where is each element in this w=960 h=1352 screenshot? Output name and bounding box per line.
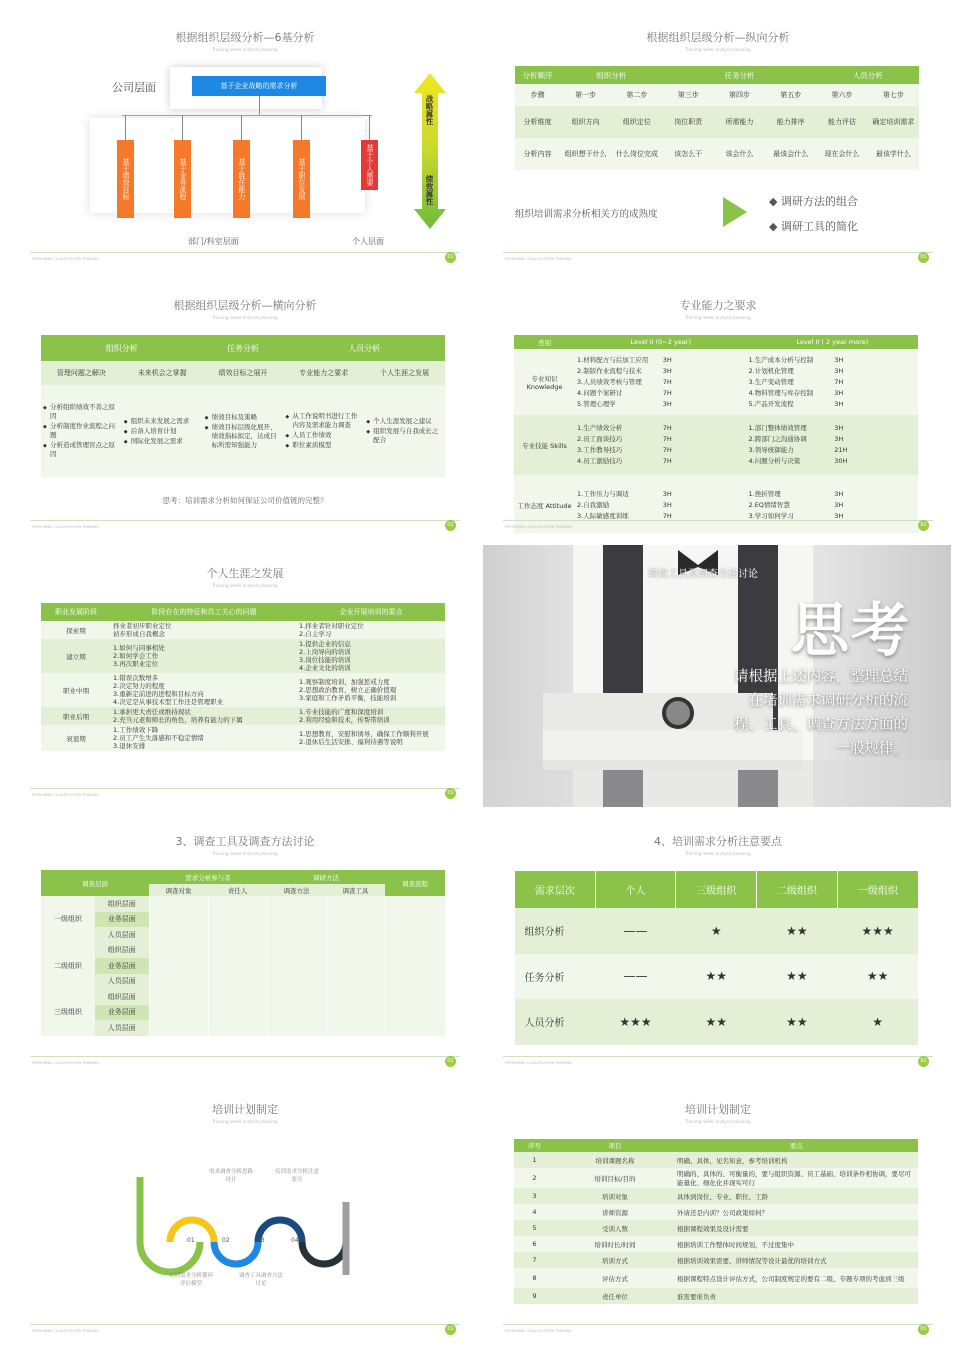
- table-row: 专业知识 Knowledge 1.材料配方与后加工应用 2.制版作业流程与技术 3.人员绩效考核与管理 4.问题个案研讨 5.管理心理学 3H 3H 7H 7H 3H 1.生产成本分析与控制 2.计划机化管理 3.生产变动管理 4.物料管理与库存控制 5.产品开发流程 3H 3H 7H 3H 3H: [514, 349, 918, 415]
- slide-title: 根据组织层级分析—6基分析: [175, 31, 315, 44]
- table-row: 2 培训目标/目的 明确的、具体的、可衡量的，要与组织资源、员工基础、培训条件相协调，要尽可能量化、细化化并现实可行: [514, 1168, 918, 1188]
- table-row: 三级组织 组织层面: [41, 989, 445, 1005]
- bullet-item: ◆ 个人生涯发展之建议: [366, 417, 443, 426]
- bullet-item: ◆ 分析造成管理盲点之原因: [43, 441, 120, 459]
- slide-5: 个人生涯之发展 Training needs analysis planning 职业发展阶段 阶段存在的特征和员工关心的问题 企业开展培训的要点 探索期 择业者初步职业定位 初步形成自我概念 1.择业者针对职业定位 2.自主学习 建立期 1.如何与同事相处 2.如何学会工作 3.再次职业定位 1.提供企业的信息 2.上岗导向的培训 3.岗位技能的培训 4.企业文化的培训 职业中期 1.错误次数增多 2.决定努力的程度 3.重新定前进的进程和目标方向 4.决定是从事技术型工作还是管理职业 1.观察制度培训，加强惩戒力度 2.思想政治教育，树立正确价值观 3.家庭和工作矛盾平衡，技能培训 职业后期 1.承担更大责任或维持现状 2.充当元老和师长的角色，培养有能力的下属 1.专业技能的广度和深度培训 2.利用经验和技术，传帮带培训 衰退期 1.工作绩效下降 2.员工产生失落感和不稳定情绪 3.退休安排 1.思想教育，安慰和诱导，确保工作顺利开展 2.退休后生活安排、福利待遇等说明 PERSONNEL QUALIFICATION TRAINING 01: [30, 551, 460, 801]
- think-text: 请根据上述内容，整理总结在培训需求调研分析的流程、工具、调查方法方面的一般规律。: [734, 669, 908, 757]
- slide-subtitle: Training needs analysis planning: [212, 583, 278, 588]
- bullet-item: ◆ 组织发展与自我成长之配合: [366, 427, 443, 445]
- table-row: 8 评估方式 根据课程特点设计评估方式，公司制度规定的要有二级、专题专项的考虑到三级: [514, 1268, 918, 1288]
- slide-8: 4、培训需求分析注意要点 Training needs analysis planning 需求层次 个人 三级组织 二级组织 一级组织 组织分析 —— ★ ★★ ★★★ 任务分析 —— ★★ ★★ ★★ 人员分析 ★★★ ★★ ★★ ★ PERSONNEL QUALIFICATION TRAINING 01: [503, 819, 933, 1069]
- slide-7: 3、调查工具及调查方法讨论 Training needs analysis planning 调查层面 需求分析参与者 调研方法 调查流程 调查对象 责任人 调查方法 调查工具 一级组织 组织层面 业务层面 人员层面 二级组织 组织层面 业务层面 人员层面 三级组织 组织层面 业务层面 人员层面 PERSONNEL QUALIFICATION TRAINING 01: [30, 819, 460, 1069]
- table-row: 分析维度 组织方向 组织定位 岗位职责 所需能力 能力排序 能力评估 确定培训需求: [515, 106, 919, 138]
- slide-title: 根据组织层级分析—纵向分析: [646, 31, 790, 44]
- bullet-item: ◆ 分析制度作业流程之问题: [43, 422, 120, 440]
- slide-subtitle: Training needs analysis planning: [212, 1119, 278, 1124]
- bullet-item: ◆ 后备人培育计划: [124, 427, 201, 436]
- slide-subtitle: Training needs analysis planning: [212, 47, 278, 52]
- point-1: ◆ 调研方法的组合: [769, 195, 858, 208]
- slide-title: 调查工具及调查方法讨论: [648, 569, 758, 580]
- table-row: 工作态度 Attitude 1.工作压力与调适 2.自我激励 3.人际敏感度训练 3H 3H 7H 1.挫折管理 2.EQ情绪智慧 3.学习如何学习 3H 3H 3H: [514, 475, 918, 533]
- table-row: 3 培训对象 具体到岗位、专业、职位、工龄: [514, 1188, 918, 1204]
- slide-2: 根据组织层级分析—纵向分析 Training needs analysis planning 分析顺序 组织分析 任务分析 人员分析 步骤 第一步 第二步 第三步 第四步 第五步 第六步 第七步 分析维度 组织方向 组织定位 岗位职责 所需能力 能力排序 能力评估 确定培训需求 分析内容 组织想干什么 什么岗位完成 该怎么干 该会什么 最该会什么 现在会什么 最该学什么 组织培训需求分析相关方的成熟度 ◆ 调研方法的组合 ◆ 调研工具的简化 PERSONNEL QUALIFICATION TRAINING 01: [503, 15, 933, 265]
- think-big: 思考: [791, 596, 912, 664]
- dept-level-label: 部门/科室层面: [188, 237, 239, 246]
- table-row: 组织分析 —— ★ ★★ ★★★: [515, 908, 919, 954]
- table-row: 业务层面: [41, 912, 445, 928]
- slide-title: 4、培训需求分析注意要点: [654, 835, 782, 848]
- table-row: 专业技能 Skills 1.生产绩效分析 2.员工面谈技巧 3.工作教导技巧 4.员工激励技巧 7H 7H 7H 7H 1.部门整体绩效管理 2.跨部门之沟通协调 3.领导统御能力 4.问题分析与决策 3H 3H 21H 30H: [514, 415, 918, 475]
- level-box-1: 基于业务流程: [174, 140, 191, 218]
- level-box-2: 基于胜任能力: [233, 140, 250, 218]
- table-row: 步骤 第一步 第二步 第三步 第四步 第五步 第六步 第七步: [515, 84, 919, 106]
- slide-title: 培训计划制定: [212, 1103, 278, 1116]
- bullet-item: ◆ 组织未来发展之需求: [124, 417, 201, 426]
- bullet-item: ◆ 国际化发展之需求: [124, 437, 201, 446]
- slide-4: 专业能力之要求 Training needs analysis planning 类别 Level II (0~2 year) Level II ( 2 year more) 专业知识 Knowledge 1.材料配方与后加工应用 2.制版作业流程与技术 3.人员绩效考核与管理 4.问题个案研讨 5.管理心理学 3H 3H 7H 7H 3H 1.生产成本分析与控制 2.计划机化管理 3.生产变动管理 4.物料管理与库存控制 5.产品开发流程 3H 3H 7H 3H 3H 专业技能 Skills 1.生产绩效分析 2.员工面谈技巧 3.工作教导技巧 4.员工激励技巧 7H 7H 7H 7H 1.部门整体绩效管理 2.跨部门之沟通协调 3.领导统御能力 4.问题分析与决策 3H 3H 21H 30H 工作态度 Attitude 1.工作压力与调适 2.自我激励 3.人际敏感度训练 3H 3H 7H 1.挫折管理 2.EQ情绪智慧 3.学习如何学习 3H 3H 3H PERSONNEL QUALIFICATION TRAINING 01: [503, 283, 933, 533]
- vertical-analysis-table: 分析顺序 组织分析 任务分析 人员分析 步骤 第一步 第二步 第三步 第四步 第五步 第六步 第七步 分析维度 组织方向 组织定位 岗位职责 所需能力 能力排序 能力评估 确定培训需求 分析内容 组织想干什么 什么岗位完成 该怎么干 该会什么 最该会什么 现在会什么 最该学什么: [515, 66, 919, 170]
- table-row: 7 培训方式 根据培训效果需要、讲师情况等设计最优的培训方式: [514, 1252, 918, 1268]
- slide-subtitle: Training needs analysis planning: [685, 1119, 751, 1124]
- slide-title: 培训计划制定: [685, 1103, 751, 1116]
- slide-subtitle: Training needs analysis planning: [212, 851, 278, 856]
- bullet-item: ◆ 从工作说明书进行工作内容及需求能力调查: [285, 412, 362, 430]
- level-box-0: 基于绩效目标: [117, 140, 134, 218]
- table-row: 1 培训课题名称 明确、具体，见名知意，参考培训机构: [514, 1152, 918, 1168]
- slide-subtitle: Training needs analysis planning: [212, 315, 278, 320]
- table-row: 9 责任单位 谁需要谁负责: [514, 1288, 918, 1304]
- slide-9: 培训计划制定 Training needs analysis planning 01 02 03 04 需求调查分析思路设计 培训需求分析注意要点 培训需求分析循环评估模型 调查工具调查方法讨论 PERSONNEL QUALIFICATION TRAINING 01: [30, 1087, 460, 1337]
- bullet-item: ◆ 职位素质模型: [285, 441, 362, 450]
- step-01: 01: [187, 1237, 195, 1244]
- top-label-2: 培训需求分析注意要点: [274, 1169, 319, 1183]
- top-label-1: 需求调查分析思路设计: [208, 1169, 253, 1183]
- arrow-top-label: 战略属性: [425, 95, 434, 125]
- table-row: 业务层面: [41, 958, 445, 974]
- attention-table: 需求层次 个人 三级组织 二级组织 一级组织 组织分析 —— ★ ★★ ★★★ 任务分析 —— ★★ ★★ ★★ 人员分析 ★★★ ★★ ★★ ★: [514, 871, 918, 1045]
- slide-subtitle: Training needs analysis planning: [685, 315, 751, 320]
- table-row: 人员分析 ★★★ ★★ ★★ ★: [515, 999, 919, 1045]
- plan-table: 序号 项目 要点 1 培训课题名称 明确、具体，见名知意，参考培训机构 2 培训目标/目的 明确的、具体的、可衡量的，要与组织资源、员工基础、培训条件相协调，要尽可能量化、细化化并现实可行 3 培训对象 具体到岗位、专业、职位、工龄 4 讲师资源 外请还是内训？公司政策如何？ 5 受训人数 根据课程效果及设计需要 6 培训时长/时间 根据培训工作整体时间规划，不过度集中 7 培训方式 根据培训效果需要、讲师情况等设计最优的培训方式 8 评估方式 根据课程特点设计评估方式，公司制度规定的要有二级、专题专项的考虑到三级 9 责任单位 谁需要谁负责: [514, 1139, 918, 1304]
- slide-subtitle: Training needs analysis planning: [685, 47, 751, 52]
- horizontal-analysis-table: 组织分析 任务分析 人员分析 管理问题之解决 未来机会之掌握 绩效目标之展开 专业能力之要求 个人生涯之发展 ◆ 分析组织绩效不善之原因 ◆ 分析制度作业流程之问题 ◆ 分析造成管理盲点之原因 ◆ 组织未来发展之需求 ◆ 后备人培育计划 ◆ 国际化发展之需求 ◆ 绩效目标及策略 ◆ 绩效目标层级化展开，绩效指标拟定，达成目标所需知强能力 ◆ 从工作说明书进行工作内容及需求能力调查 ◆ 人员工作绩效 ◆ 职位素质模型 ◆ 个人生涯发展之建议 ◆ 组织发展与自我成长之配合: [41, 335, 445, 477]
- survey-tools-table: 调查层面 需求分析参与者 调研方法 调查流程 调查对象 责任人 调查方法 调查工具 一级组织 组织层面 业务层面 人员层面 二级组织 组织层面 业务层面 人员层面 三级组织 组织层面 业务层面 人员层面: [41, 870, 445, 1036]
- footer-dot: 01: [445, 252, 456, 263]
- slide-title: 3、调查工具及调查方法讨论: [175, 835, 315, 848]
- bullet-item: ◆ 绩效目标及策略: [205, 413, 282, 422]
- table-row: 建立期 1.如何与同事相处 2.如何学会工作 3.再次职业定位 1.提供企业的信息 2.上岗导向的培训 3.岗位技能的培训 4.企业文化的培训: [41, 639, 445, 673]
- bottom-label-2: 调查工具调查方法讨论: [238, 1273, 283, 1287]
- slide-title: 专业能力之要求: [679, 299, 757, 312]
- slide-subtitle: Training needs analysis planning: [685, 851, 751, 856]
- table-row: 衰退期 1.工作绩效下降 2.员工产生失落感和不稳定情绪 3.退休安排 1.思想教育，安慰和诱导，确保工作顺利开展 2.退休后生活安排、福利待遇等说明: [41, 725, 445, 751]
- slide-6-photo: [483, 545, 951, 807]
- maturity-label: 组织培训需求分析相关方的成熟度: [515, 209, 658, 220]
- table-row: 一级组织 组织层面: [41, 896, 445, 912]
- step-04: 04: [291, 1237, 299, 1244]
- career-table: 职业发展阶段 阶段存在的特征和员工关心的问题 企业开展培训的要点 探索期 择业者初步职业定位 初步形成自我概念 1.择业者针对职业定位 2.自主学习 建立期 1.如何与同事相处 2.如何学会工作 3.再次职业定位 1.提供企业的信息 2.上岗导向的培训 3.岗位技能的培训 4.企业文化的培训 职业中期 1.错误次数增多 2.决定努力的程度 3.重新定前进的进程和目标方向 4.决定是从事技术型工作还是管理职业 1.观察制度培训，加强惩戒力度 2.思想政治教育，树立正确价值观 3.家庭和工作矛盾平衡，技能培训 职业后期 1.承担更大责任或维持现状 2.充当元老和师长的角色，培养有能力的下属 1.专业技能的广度和深度培训 2.利用经验和技术，传帮带培训 衰退期 1.工作绩效下降 2.员工产生失落感和不稳定情绪 3.退休安排 1.思想教育，安慰和诱导，确保工作顺利开展 2.退休后生活安排、福利待遇等说明: [41, 603, 445, 751]
- step-02: 02: [222, 1237, 230, 1244]
- slide-title: 个人生涯之发展: [206, 567, 284, 580]
- play-arrow-icon: [713, 189, 753, 235]
- level-box-3: 基于职位发展: [293, 140, 310, 218]
- slide-1: [30, 15, 460, 265]
- table-row: 4 讲师资源 外请还是内训？公司政策如何？: [514, 1204, 918, 1220]
- table-row: 分析内容 组织想干什么 什么岗位完成 该怎么干 该会什么 最该会什么 现在会什么 最该学什么: [515, 138, 919, 170]
- process-wave-diagram: [130, 1167, 360, 1287]
- personal-level-label: 个人层面: [352, 237, 384, 246]
- company-level-label: 公司层面: [112, 81, 156, 94]
- slide-10: 培训计划制定 Training needs analysis planning 序号 项目 要点 1 培训课题名称 明确、具体，见名知意，参考培训机构 2 培训目标/目的 明确的、具体的、可衡量的，要与组织资源、员工基础、培训条件相协调，要尽可能量化、细化化并现实可行 3 培训对象 具体到岗位、专业、职位、工龄 4 讲师资源 外请还是内训？公司政策如何？ 5 受训人数 根据课程效果及设计需要 6 培训时长/时间 根据培训工作整体时间规划，不过度集中 7 培训方式 根据培训效果需要、讲师情况等设计最优的培训方式 8 评估方式 根据课程特点设计评估方式，公司制度规定的要有二级、专题专项的考虑到三级 9 责任单位 谁需要谁负责 PERSONNEL QUALIFICATION TRAINING 01: [503, 1087, 933, 1337]
- table-row: 5 受训人数 根据课程效果及设计需要: [514, 1220, 918, 1236]
- personal-need-box: 基于个人需要: [361, 140, 378, 190]
- table-row: 职业中期 1.错误次数增多 2.决定努力的程度 3.重新定前进的进程和目标方向 4.决定是从事技术型工作还是管理职业 1.观察制度培训，加强惩戒力度 2.思想政治教育，树立正确价值观 3.家庭和工作矛盾平衡，技能培训: [41, 673, 445, 707]
- footer-logo: PERSONNEL QUALIFICATION TRAINING: [32, 257, 100, 261]
- bottom-label-1: 培训需求分析循环评估模型: [168, 1273, 213, 1287]
- table-row: 人员层面: [41, 1020, 445, 1036]
- slide-title: 根据组织层级分析—横向分析: [173, 299, 317, 312]
- table-row: 职业后期 1.承担更大责任或维持现状 2.充当元老和师长的角色，培养有能力的下属 1.专业技能的广度和深度培训 2.利用经验和技术，传帮带培训: [41, 707, 445, 725]
- arrow-bottom-label: 绩效属性: [425, 175, 434, 205]
- think-note: 思考：培训需求分析如何保证公司价值链的完整？: [162, 496, 328, 505]
- table-row: 人员层面: [41, 927, 445, 943]
- point-2: ◆ 调研工具的简化: [769, 220, 858, 233]
- bullet-item: ◆ 分析组织绩效不善之原因: [43, 403, 120, 421]
- bullet-item: ◆ 绩效目标层级化展开，绩效指标拟定，达成目标所需知强能力: [205, 423, 282, 450]
- table-row: 业务层面: [41, 1005, 445, 1021]
- strategy-box: 基于企业战略的需求分析: [192, 76, 326, 96]
- table-row: 任务分析 —— ★★ ★★ ★★: [515, 954, 919, 1000]
- competency-table: 类别 Level II (0~2 year) Level II ( 2 year more) 专业知识 Knowledge 1.材料配方与后加工应用 2.制版作业流程与技术 3.人员绩效考核与管理 4.问题个案研讨 5.管理心理学 3H 3H 7H 7H 3H 1.生产成本分析与控制 2.计划机化管理 3.生产变动管理 4.物料管理与库存控制 5.产品开发流程 3H 3H 7H 3H 3H 专业技能 Skills 1.生产绩效分析 2.员工面谈技巧 3.工作教导技巧 4.员工激励技巧 7H 7H 7H 7H 1.部门整体绩效管理 2.跨部门之沟通协调 3.领导统御能力 4.问题分析与决策 3H 3H 21H 30H 工作态度 Attitude 1.工作压力与调适 2.自我激励 3.人际敏感度训练 3H 3H 7H 1.挫折管理 2.EQ情绪智慧 3.学习如何学习 3H 3H 3H: [514, 335, 918, 533]
- step-03: 03: [257, 1237, 265, 1244]
- table-row: 6 培训时长/时间 根据培训工作整体时间规划，不过度集中: [514, 1236, 918, 1252]
- table-row: 二级组织 组织层面: [41, 943, 445, 959]
- table-row: 人员层面: [41, 974, 445, 990]
- table-row: 探索期 择业者初步职业定位 初步形成自我概念 1.择业者针对职业定位 2.自主学习: [41, 621, 445, 639]
- bullet-item: ◆ 人员工作绩效: [285, 431, 362, 440]
- slide-3: 根据组织层级分析—横向分析 Training needs analysis planning 组织分析 任务分析 人员分析 管理问题之解决 未来机会之掌握 绩效目标之展开 专业能力之要求 个人生涯之发展 ◆ 分析组织绩效不善之原因 ◆ 分析制度作业流程之问题 ◆ 分析造成管理盲点之原因 ◆ 组织未来发展之需求 ◆ 后备人培育计划 ◆ 国际化发展之需求 ◆ 绩效目标及策略 ◆ 绩效目标层级化展开，绩效指标拟定，达成目标所需知强能力 ◆ 从工作说明书进行工作内容及需求能力调查 ◆ 人员工作绩效 ◆ 职位素质模型 ◆ 个人生涯发展之建议 ◆ 组织发展与自我成长之配合 思考：培训需求分析如何保证公司价值链的完整？ PERSONNEL QUALIFICATION TRAINING 01: [30, 283, 460, 533]
